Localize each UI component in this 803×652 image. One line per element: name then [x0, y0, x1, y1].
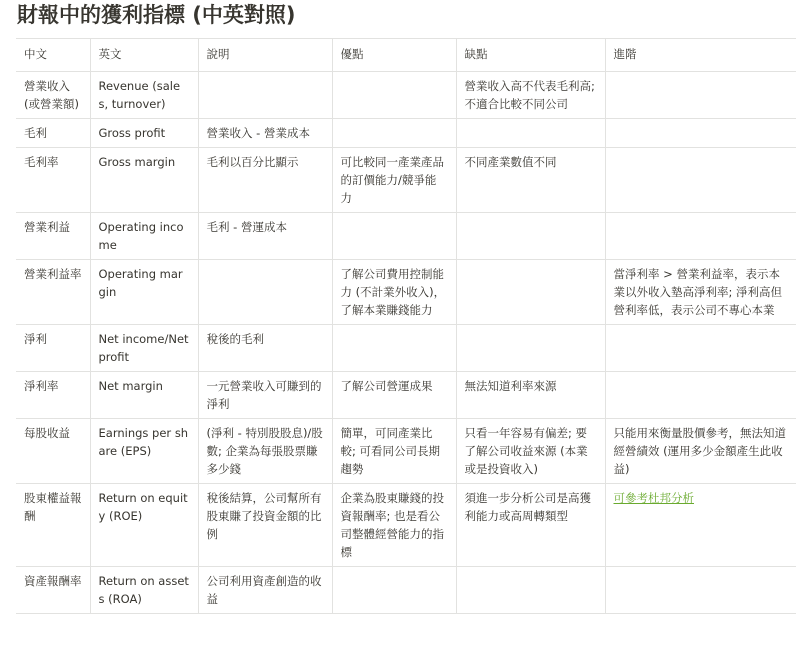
cell-pros	[332, 325, 456, 372]
cell-pros: 可比較同一產業產品的訂價能力/競爭能力	[332, 148, 456, 213]
cell-advanced	[605, 372, 796, 419]
cell-chinese: 股東權益報酬	[16, 484, 90, 567]
cell-english: Net income/Net profit	[90, 325, 198, 372]
cell-cons	[456, 567, 605, 614]
cell-english: Gross margin	[90, 148, 198, 213]
header-english: 英文	[90, 39, 198, 72]
cell-cons: 不同產業數值不同	[456, 148, 605, 213]
table-row	[16, 119, 796, 148]
cell-cons: 無法知道利率來源	[456, 372, 605, 419]
cell-advanced	[605, 567, 796, 614]
cell-english: Operating margin	[90, 260, 198, 325]
cell-cons: 須進一步分析公司是高獲利能力或高周轉類型	[456, 484, 605, 567]
cell-chinese: 資產報酬率	[16, 567, 90, 614]
cell-chinese: 營業收入 (或營業額)	[16, 72, 90, 119]
cell-english: Operating income	[90, 213, 198, 260]
cell-english: Earnings per share (EPS)	[90, 419, 198, 484]
cell-description	[198, 260, 332, 325]
cell-english: Gross profit	[90, 119, 198, 148]
cell-chinese: 毛利率	[16, 148, 90, 213]
table-row	[16, 325, 796, 372]
table-row	[16, 260, 796, 325]
cell-cons	[456, 260, 605, 325]
cell-advanced	[605, 72, 796, 119]
cell-pros: 簡單，可同產業比較; 可看同公司長期趨勢	[332, 419, 456, 484]
table-row	[16, 148, 796, 213]
cell-advanced: 只能用來衡量股價參考，無法知道經營績效 (運用多少金額產生此收益)	[605, 419, 796, 484]
cell-chinese: 每股收益	[16, 419, 90, 484]
cell-cons	[456, 213, 605, 260]
cell-advanced	[605, 325, 796, 372]
cell-advanced: 當淨利率 > 營業利益率，表示本業以外收入墊高淨利率; 淨利高但營利率低，表示公司不專心本業	[605, 260, 796, 325]
cell-english: Return on equity (ROE)	[90, 484, 198, 567]
table-row	[16, 213, 796, 260]
cell-description: 毛利 - 營運成本	[198, 213, 332, 260]
cell-advanced	[605, 148, 796, 213]
header-advanced: 進階	[605, 39, 796, 72]
cell-advanced	[605, 484, 796, 567]
cell-pros	[332, 119, 456, 148]
dupont-analysis-link[interactable]: 可參考杜邦分析	[613, 491, 694, 505]
cell-description: 稅後的毛利	[198, 325, 332, 372]
header-pros: 優點	[332, 39, 456, 72]
cell-english: Net margin	[90, 372, 198, 419]
cell-chinese: 淨利	[16, 325, 90, 372]
profit-metrics-table	[16, 38, 796, 614]
header-cons: 缺點	[456, 39, 605, 72]
cell-pros	[332, 213, 456, 260]
cell-chinese: 毛利	[16, 119, 90, 148]
cell-description: 稅後結算，公司幫所有股東賺了投資金額的比例	[198, 484, 332, 567]
cell-description: (淨利 - 特別股股息)/股數; 企業為每張股票賺多少錢	[198, 419, 332, 484]
header-description: 說明	[198, 39, 332, 72]
cell-cons: 只看一年容易有偏差; 要了解公司收益來源 (本業或是投資收入)	[456, 419, 605, 484]
cell-english: Revenue (sales, turnover)	[90, 72, 198, 119]
cell-description: 公司利用資產創造的收益	[198, 567, 332, 614]
cell-pros	[332, 72, 456, 119]
cell-cons	[456, 119, 605, 148]
cell-description: 營業收入 - 營業成本	[198, 119, 332, 148]
table-row	[16, 419, 796, 484]
header-chinese: 中文	[16, 39, 90, 72]
table-row	[16, 372, 796, 419]
cell-chinese: 營業利益率	[16, 260, 90, 325]
table-row	[16, 567, 796, 614]
cell-pros	[332, 567, 456, 614]
cell-pros: 了解公司費用控制能力 (不計業外收入)，了解本業賺錢能力	[332, 260, 456, 325]
cell-description	[198, 72, 332, 119]
cell-pros: 企業為股東賺錢的投資報酬率; 也是看公司整體經營能力的指標	[332, 484, 456, 567]
cell-advanced	[605, 119, 796, 148]
table-row	[16, 484, 796, 567]
cell-cons: 營業收入高不代表毛利高; 不適合比較不同公司	[456, 72, 605, 119]
table-row	[16, 72, 796, 119]
cell-pros: 了解公司營運成果	[332, 372, 456, 419]
page-title: 財報中的獲利指標 (中英對照)	[17, 3, 296, 27]
cell-advanced	[605, 213, 796, 260]
cell-chinese: 淨利率	[16, 372, 90, 419]
cell-description: 毛利以百分比顯示	[198, 148, 332, 213]
cell-cons	[456, 325, 605, 372]
cell-chinese: 營業利益	[16, 213, 90, 260]
cell-description: 一元營業收入可賺到的淨利	[198, 372, 332, 419]
cell-english: Return on assets (ROA)	[90, 567, 198, 614]
table-header-row	[16, 39, 796, 72]
